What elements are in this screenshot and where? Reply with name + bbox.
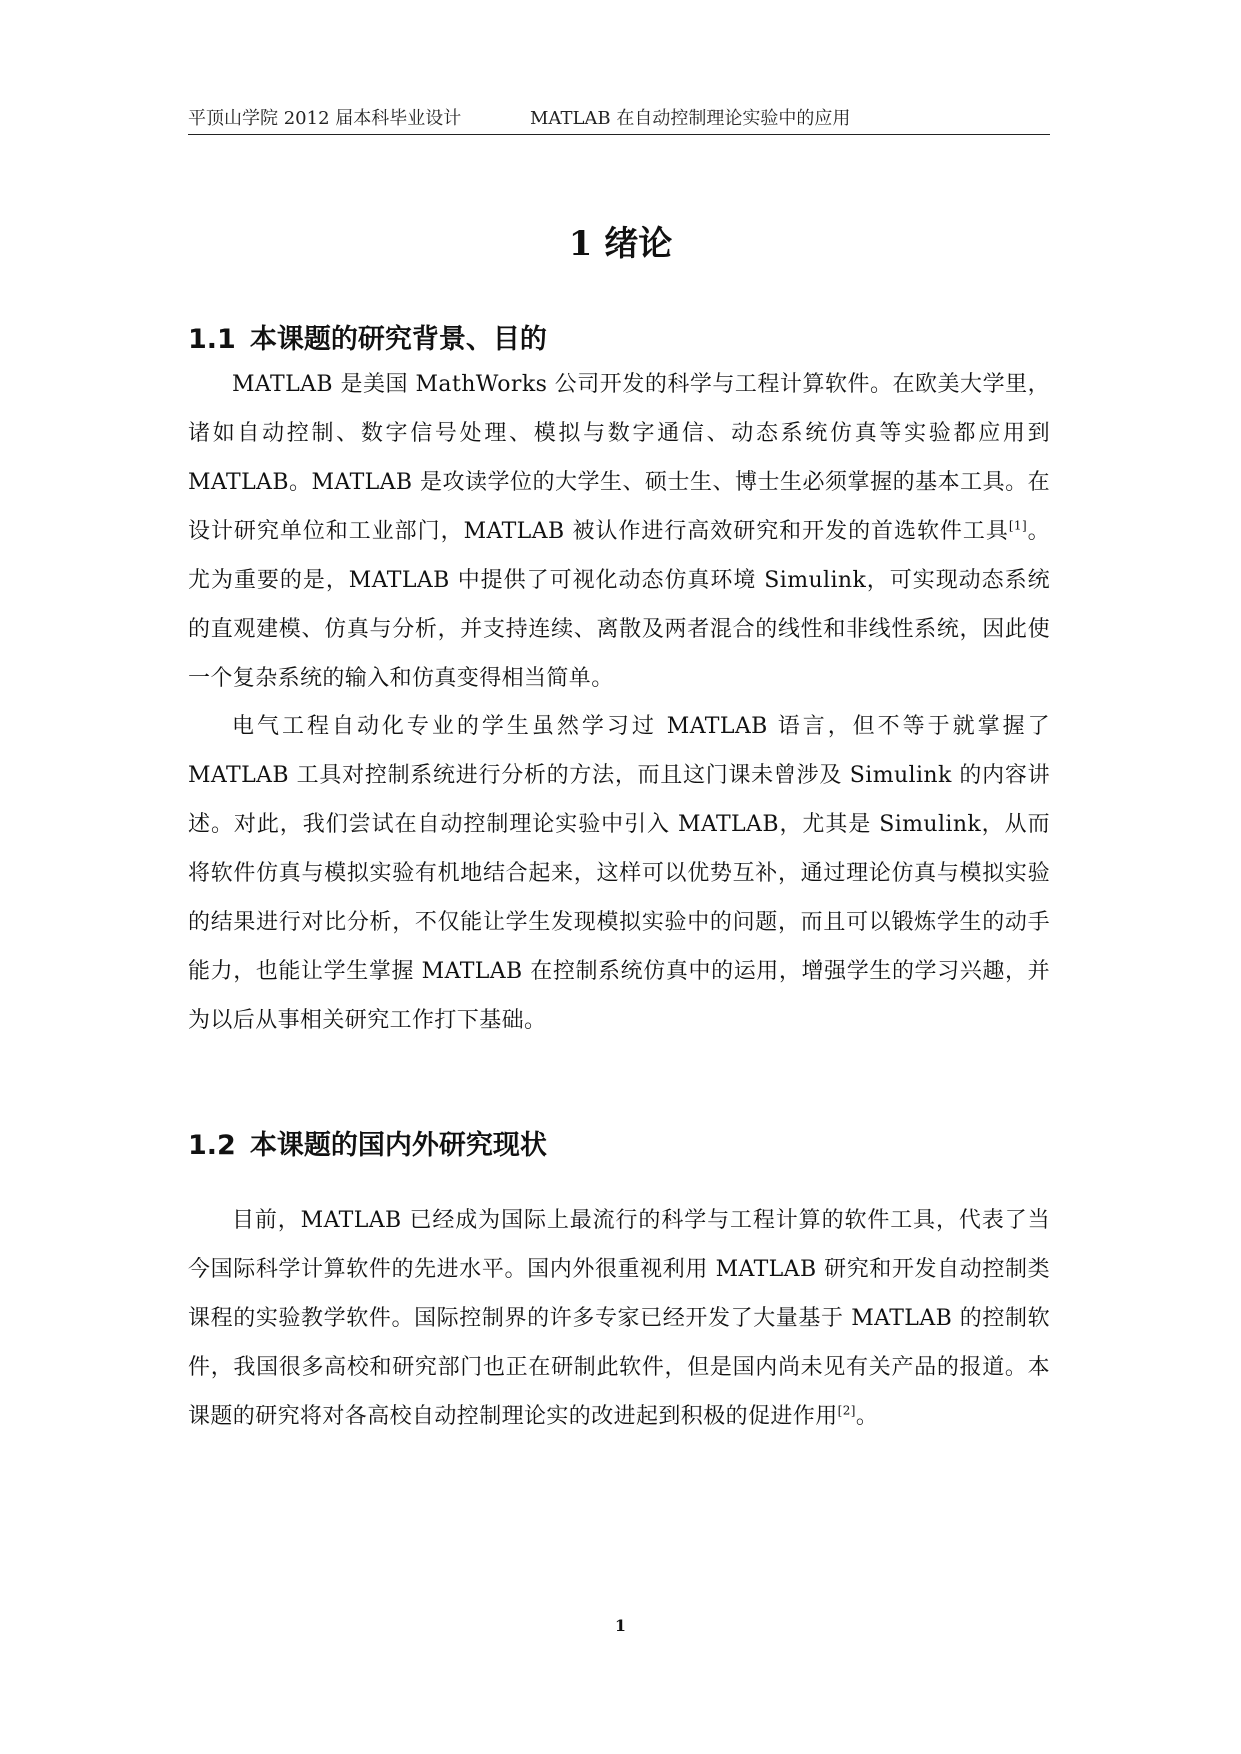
section-number: 1.1: [188, 324, 236, 355]
section-heading-1-1: [188, 322, 547, 358]
citation-marker: [2]: [837, 1403, 856, 1418]
paragraph-text: MATLAB 是美国 MathWorks 公司开发的科学与工程计算软件。在欧美大学里，诸如自动控制、数字信号处理、模拟与数字通信、动态系统仿真等实验都应用到 MATLAB。MATLAB 是攻读学位的大学生、硕士生、博士生必须掌握的基本工具。在设计研究单位和工业部门，MATLAB 被认作进行高效研究和开发的首选软件工具: [188, 372, 1050, 544]
paragraph-text: 目前，MATLAB 已经成为国际上最流行的科学与工程计算的软件工具，代表了当今国际科学计算软件的先进水平。国内外很重视利用 MATLAB 研究和开发自动控制类课程的实验教学软件。国际控制界的许多专家已经开发了大量基于 MATLAB 的控制软件，我国很多高校和研究部门也正在研制此软件，但是国内尚未见有关产品的报道。本课题的研究将对各高校自动控制理论实的改进起到积极的促进作用: [188, 1208, 1050, 1429]
paragraph: [188, 1196, 1050, 1441]
paragraph: [188, 360, 1050, 703]
section-heading-1-2: [188, 1128, 547, 1164]
citation-marker: [1]: [1008, 518, 1028, 533]
paragraph-text: 。: [855, 1404, 879, 1429]
chapter-title: 1 绪论: [568, 224, 673, 264]
page-number: 1: [614, 1616, 627, 1635]
paragraph-text: 。尤为重要的是，MATLAB 中提供了可视化动态仿真环境 Simulink，可实现动态系统的直观建模、仿真与分析，并支持连续、离散及两者混合的线性和非线性系统，因此使一个复杂系统的输入和仿真变得相当简单。: [188, 519, 1050, 691]
section-number: 1.2: [188, 1130, 236, 1161]
section-title: 本课题的研究背景、目的: [249, 324, 547, 355]
paragraph: [188, 702, 1050, 1045]
running-header: [188, 104, 1050, 135]
section-title: 本课题的国内外研究现状: [249, 1130, 547, 1161]
header-thesis-title: MATLAB 在自动控制理论实验中的应用: [530, 108, 851, 129]
paragraph-text: 电气工程自动化专业的学生虽然学习过 MATLAB 语言，但不等于就掌握了 MATLAB 工具对控制系统进行分析的方法，而且这门课未曾涉及 Simulink 的内容讲述。对此，我们尝试在自动控制理论实验中引入 MATLAB，尤其是 Simulink，从而将软件仿真与模拟实验有机地结合起来，这样可以优势互补，通过理论仿真与模拟实验的结果进行对比分析，不仅能让学生发现模拟实验中的问题，而且可以锻炼学生的动手能力，也能让学生掌握 MATLAB 在控制系统仿真中的运用，增强学生的学习兴趣，并为以后从事相关研究工作打下基础。: [188, 714, 1050, 1033]
header-institution: 平顶山学院 2012 届本科毕业设计: [188, 108, 462, 129]
